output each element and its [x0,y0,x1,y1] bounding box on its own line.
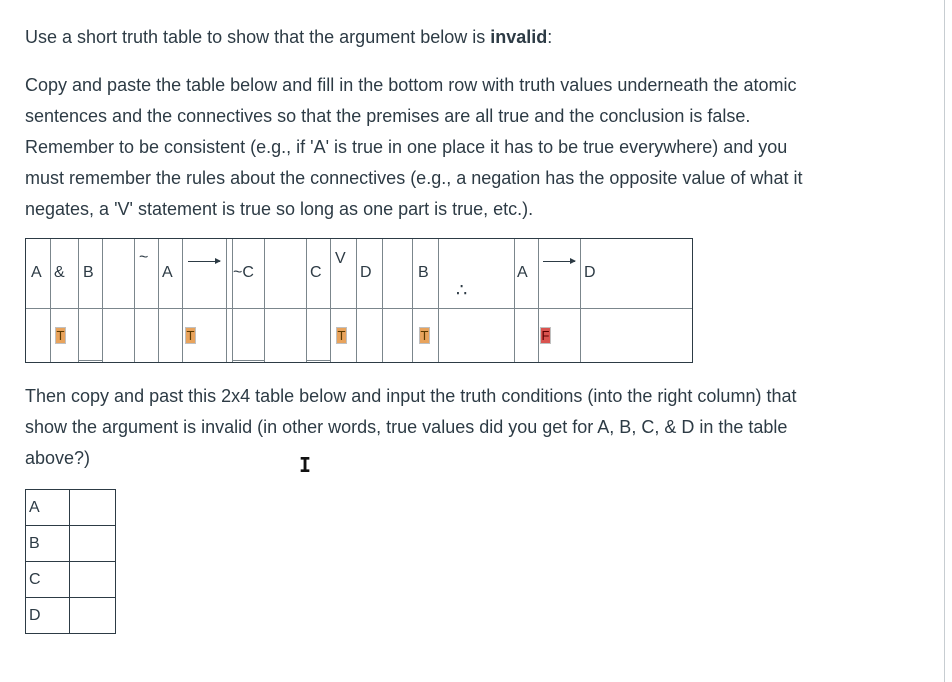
row-label: B [26,526,70,562]
table-row [26,562,116,598]
header-a-3: A [517,264,528,281]
column-divider [538,239,539,362]
then-line: above?) [25,448,91,468]
instructions-line: Copy and paste the table below and fill in the bottom row with truth values underneath the atomic [25,75,797,95]
instructions-line: negates, a 'V' statement is true so long as one part is true, etc.). [25,199,534,219]
header-or-vee: V [335,250,346,267]
column-divider [134,239,135,362]
column-divider [580,239,581,362]
value-cell-and[interactable]: T [56,328,65,343]
conditional-arrow-icon [188,261,220,262]
instructions-line: must remember the rules about the connectives (e.g., a negation has the opposite value of what it [25,168,803,188]
header-a: A [31,264,42,281]
column-divider [330,239,331,362]
value-cell-conditional[interactable]: T [186,328,195,343]
intro-bold-invalid: invalid [490,27,548,47]
value-cell[interactable] [70,526,116,562]
column-divider [306,239,307,362]
intro-suffix: : [547,27,553,47]
content-frame-border [944,0,945,682]
then-paragraph [25,381,796,474]
header-a-2: A [162,264,173,281]
header-b-2: B [418,264,429,281]
intro-text [25,22,552,53]
column-divider [514,239,515,362]
header-and: & [54,264,65,281]
column-divider [356,239,357,362]
row-divider [26,308,692,309]
cell-underline [232,360,264,361]
value-cell[interactable] [70,598,116,634]
conditional-arrow-icon [543,261,575,262]
header-negation-tilde: ~ [139,249,149,266]
then-line: show the argument is invalid (in other words, true values did you get for A, B, C, & D in the table [25,417,788,437]
row-label: A [26,490,70,526]
then-line: Then copy and past this 2x4 table below and input the truth conditions (into the right column) that [25,386,797,406]
column-divider [50,239,51,362]
instructions-line: sentences and the connectives so that the premises are all true and the conclusion is false. [25,106,751,126]
truth-table[interactable] [25,238,693,363]
therefore-icon: ∴ [456,280,468,300]
value-cell[interactable] [70,562,116,598]
text-cursor-icon: I [299,453,312,477]
column-divider [78,239,79,362]
value-cell-b[interactable]: T [420,328,429,343]
table-row [26,526,116,562]
column-divider [412,239,413,362]
header-b: B [83,264,94,281]
intro-prefix: Use a short truth table to show that the argument below is [25,27,491,47]
value-cell-or[interactable]: T [337,328,346,343]
cell-underline [78,360,102,361]
header-d-2: D [584,264,596,281]
column-divider [438,239,439,362]
header-c: C [310,264,322,281]
column-divider [102,239,103,362]
table-row [26,598,116,634]
header-d: D [360,264,372,281]
value-cell[interactable] [70,490,116,526]
column-divider [182,239,183,362]
instructions-line: Remember to be consistent (e.g., if 'A' is true in one place it has to be true everywhere) and you [25,137,788,157]
header-not-c: ~C [233,264,254,281]
column-divider [226,239,227,362]
column-divider [264,239,265,362]
instructions-paragraph [25,70,802,225]
truth-conditions-table[interactable] [25,489,116,634]
column-divider [158,239,159,362]
column-divider [382,239,383,362]
column-divider [232,239,233,362]
cell-underline [306,360,330,361]
row-label: C [26,562,70,598]
row-label: D [26,598,70,634]
value-cell-conclusion[interactable]: F [541,328,550,343]
table-row [26,490,116,526]
